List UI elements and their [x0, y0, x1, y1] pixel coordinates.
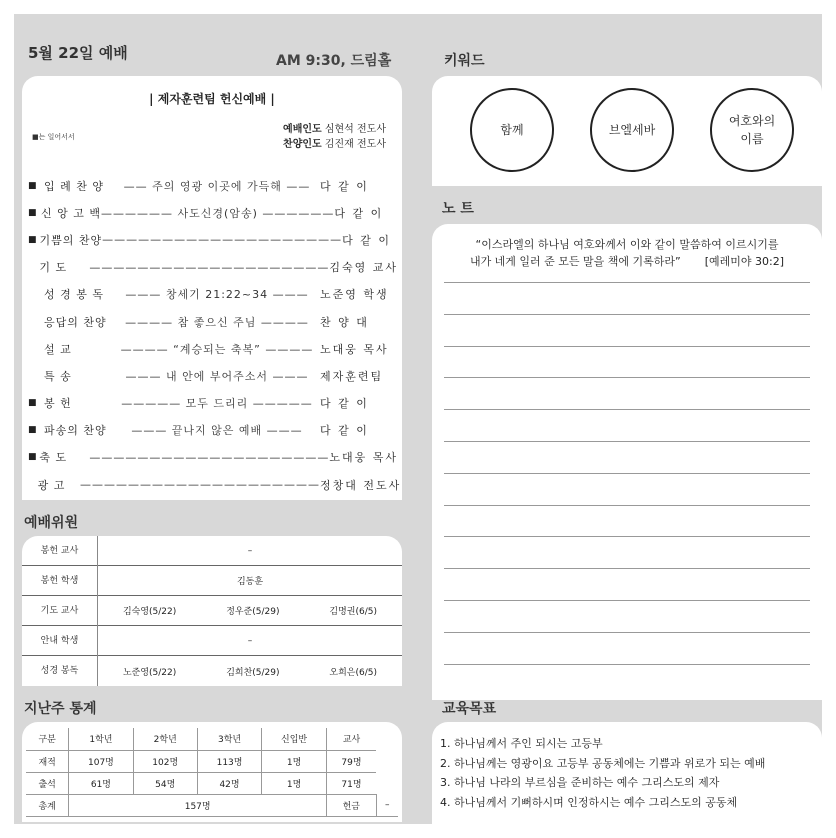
order-item-content: ——— 끝나지 않은 예배 ——— [131, 424, 303, 438]
order-item-person: 다 같 이 [320, 424, 369, 438]
order-item-person: 다 같 이 [320, 179, 369, 193]
note-line [444, 600, 810, 601]
stats-total-value: 157명 [69, 794, 327, 816]
committee-person: – [247, 545, 253, 556]
goal-item: 3. 하나님 나라의 부르심을 준비하는 예수 그리스도의 제자 [440, 776, 720, 789]
order-item-name: 축 도 [39, 451, 68, 465]
note-line [444, 346, 810, 347]
order-item-person: 다 같 이 [342, 233, 391, 247]
committee-people [98, 636, 402, 646]
committee-row [22, 626, 402, 656]
committee-row [22, 536, 402, 566]
order-bullet: ■ [28, 234, 37, 245]
service-date: 5월 22일 예배 [28, 44, 128, 62]
order-item-person: 다 같 이 [320, 397, 369, 411]
order-row [28, 172, 398, 199]
bulletin-page [14, 14, 822, 824]
committee-role: 성경 봉독 [22, 656, 98, 686]
committee-title: 예배위원 [24, 515, 79, 531]
order-row [28, 254, 398, 281]
note-card [432, 224, 822, 700]
order-of-worship-card [22, 76, 402, 500]
order-item-name: 응답의 찬양 [44, 315, 107, 329]
stats-title: 지난주 통계 [24, 701, 97, 717]
committee-person: 김숙영(5/22) [122, 607, 177, 617]
stats-cell: 1명 [262, 772, 327, 794]
order-item-name: 기쁨의 찬양 [39, 233, 103, 247]
stats-card [22, 722, 402, 822]
stats-cell: 출석 [26, 772, 69, 794]
keyword-circle: 함께 [470, 88, 554, 172]
committee-row [22, 566, 402, 596]
stats-cell: 71명 [327, 772, 376, 794]
note-title: 노 트 [442, 201, 474, 217]
stats-cell: 재적 [26, 750, 69, 772]
committee-people [98, 665, 402, 678]
stats-cell: 102명 [133, 750, 197, 772]
order-row [28, 390, 398, 417]
committee-person: 노준영(5/22) [122, 667, 177, 678]
leader-role: 찬양인도 [283, 139, 322, 150]
order-item-name: 광 고 [37, 478, 66, 492]
order-item-person: 노대웅 목사 [320, 342, 389, 356]
order-row [28, 471, 402, 498]
stats-header-cell: 2학년 [133, 728, 197, 750]
order-item-name: 파송의 찬양 [44, 424, 107, 438]
stats-table [26, 728, 398, 817]
order-row [28, 226, 398, 253]
service-time: AM 9:30, 드림홀 [276, 53, 392, 69]
order-item-name: 신 앙 고 백 [41, 206, 102, 220]
stats-offering-value: – [376, 794, 398, 816]
stats-total-label: 총계 [26, 794, 69, 816]
note-line [444, 473, 810, 474]
leader-line [283, 122, 386, 137]
order-item-content: ————— 모두 드리리 ————— [121, 397, 313, 411]
order-item-person: 노준영 학생 [320, 288, 389, 302]
order-item-name: 성 경 봉 독 [44, 288, 104, 302]
order-item-content: ———————————————————— [80, 478, 320, 492]
order-bullet: ■ [28, 452, 37, 463]
order-bullet: ■ [28, 207, 37, 218]
order-item-content: ———————————————————— [102, 233, 343, 247]
stats-cell: 113명 [197, 750, 261, 772]
stand-note: ■는 일어서서 [32, 133, 75, 141]
stats-cell: 1명 [262, 750, 327, 772]
goal-title: 교육목표 [442, 701, 497, 717]
goal-item: 4. 하나님께서 기뻐하시며 인정하시는 예수 그리스도의 공동체 [440, 795, 738, 809]
order-item-content: —————— 사도신경(암송) —————— [101, 206, 335, 220]
committee-person: 정우준(5/29) [226, 607, 280, 617]
stats-cell: 42명 [197, 772, 261, 794]
committee-person: 오희은(6/5) [329, 667, 378, 678]
order-row [28, 444, 398, 471]
order-list [28, 172, 402, 498]
note-line [444, 282, 810, 283]
order-bullet: ■ [28, 398, 37, 409]
order-row [28, 362, 398, 389]
note-line [444, 409, 810, 410]
committee-card [22, 536, 402, 686]
memory-verse [444, 236, 810, 270]
order-item-content: ———— 참 좋으신 주님 ———— [125, 315, 309, 329]
committee-row [22, 656, 402, 686]
stats-cell: 107명 [69, 750, 133, 772]
left-column [14, 14, 418, 824]
order-item-person: 노대웅 목사 [329, 451, 398, 465]
leader-name: 심현석 전도사 [324, 124, 386, 135]
committee-person: 김희찬(5/29) [226, 667, 280, 678]
order-item-name: 설 교 [44, 342, 72, 356]
committee-people [98, 574, 402, 587]
order-row [28, 335, 398, 362]
stats-row [26, 772, 398, 794]
order-item-content: —— 주의 영광 이곳에 가득해 —— [123, 179, 311, 193]
committee-role: 안내 학생 [22, 626, 98, 656]
order-item-name: 특 송 [44, 369, 72, 383]
committee-row [22, 596, 402, 626]
leader-name: 김진재 전도사 [324, 139, 386, 150]
order-item-name: 봉 헌 [44, 397, 72, 411]
order-item-person: 찬 양 대 [320, 315, 369, 329]
note-line [444, 377, 810, 378]
order-item-content: ———— “계승되는 축복” ———— [120, 342, 314, 356]
order-title: | 제자훈련팀 헌신예배 | [149, 92, 275, 106]
committee-people [98, 546, 402, 556]
goal-item: 2. 하나님께는 영광이요 고등부 공동체에는 기쁨과 위로가 되는 예배 [440, 756, 766, 770]
order-item-content: ——— 창세기 21:22~34 ——— [125, 288, 309, 302]
note-line [444, 664, 810, 665]
keyword-circle: 브엘세바 [590, 88, 674, 172]
note-line [444, 314, 810, 315]
committee-person: – [247, 635, 253, 646]
order-row [28, 417, 398, 444]
order-item-content: ———————————————————— [89, 260, 330, 274]
order-item-person: 정창대 전도사 [320, 478, 402, 492]
committee-person: 김명권(6/5) [329, 607, 378, 617]
goal-item: 1. 하나님께서 주인 되시는 고등부 [440, 737, 603, 750]
order-bullet: ■ [28, 425, 37, 436]
stats-total-row [26, 794, 398, 816]
stats-cell: 54명 [133, 772, 197, 794]
committee-person: 김동훈 [236, 577, 264, 587]
order-row [28, 308, 398, 335]
order-row [28, 281, 398, 308]
order-item-content: ———————————————————— [89, 450, 330, 464]
stats-header-row [26, 728, 398, 750]
note-line [444, 632, 810, 633]
stats-header-cell: 신입반 [262, 728, 327, 750]
keyword-title: 키워드 [444, 53, 485, 69]
order-item-person: 다 같 이 [334, 206, 384, 220]
stats-header-cell: 3학년 [197, 728, 261, 750]
stats-header-cell: 교사 [327, 728, 376, 750]
leader-role: 예배인도 [283, 124, 322, 135]
note-line [444, 536, 810, 537]
stats-row [26, 750, 398, 772]
leader-line [283, 137, 386, 152]
verse-line: “이스라엘의 하나님 여호와께서 이와 같이 말씀하여 이르시기를 [475, 238, 779, 251]
stats-offering-label: 헌금 [327, 794, 376, 816]
committee-role: 기도 교사 [22, 596, 98, 626]
note-line [444, 505, 810, 506]
order-item-content: ——— 내 안에 부어주소서 ——— [125, 369, 309, 383]
verse-reference: [예레미야 30:2] [704, 255, 785, 268]
committee-role: 봉헌 교사 [22, 536, 98, 566]
stats-cell: 79명 [327, 750, 376, 772]
committee-people [98, 604, 402, 617]
keyword-circle: 여호와의 이름 [710, 88, 794, 172]
order-item-person: 제자훈련팀 [320, 369, 384, 383]
order-item-name: 기 도 [39, 261, 68, 275]
stats-header-cell: 구분 [26, 728, 69, 750]
leaders [283, 122, 386, 152]
note-line [444, 568, 810, 569]
order-bullet: ■ [28, 180, 37, 191]
order-item-name: 입 례 찬 양 [44, 179, 104, 193]
order-item-person: 김숙영 교사 [329, 261, 398, 275]
verse-text: 내가 네게 일러 준 모든 말을 책에 기록하라” [469, 255, 681, 268]
goal-list [440, 734, 765, 812]
right-column [432, 14, 822, 824]
keyword-card [432, 76, 822, 186]
stats-header-cell: 1학년 [69, 728, 133, 750]
verse-line [444, 253, 810, 270]
goal-card [432, 722, 822, 824]
stats-cell: 61명 [69, 772, 133, 794]
order-row [28, 199, 398, 226]
note-line [444, 441, 810, 442]
committee-role: 봉헌 학생 [22, 566, 98, 596]
